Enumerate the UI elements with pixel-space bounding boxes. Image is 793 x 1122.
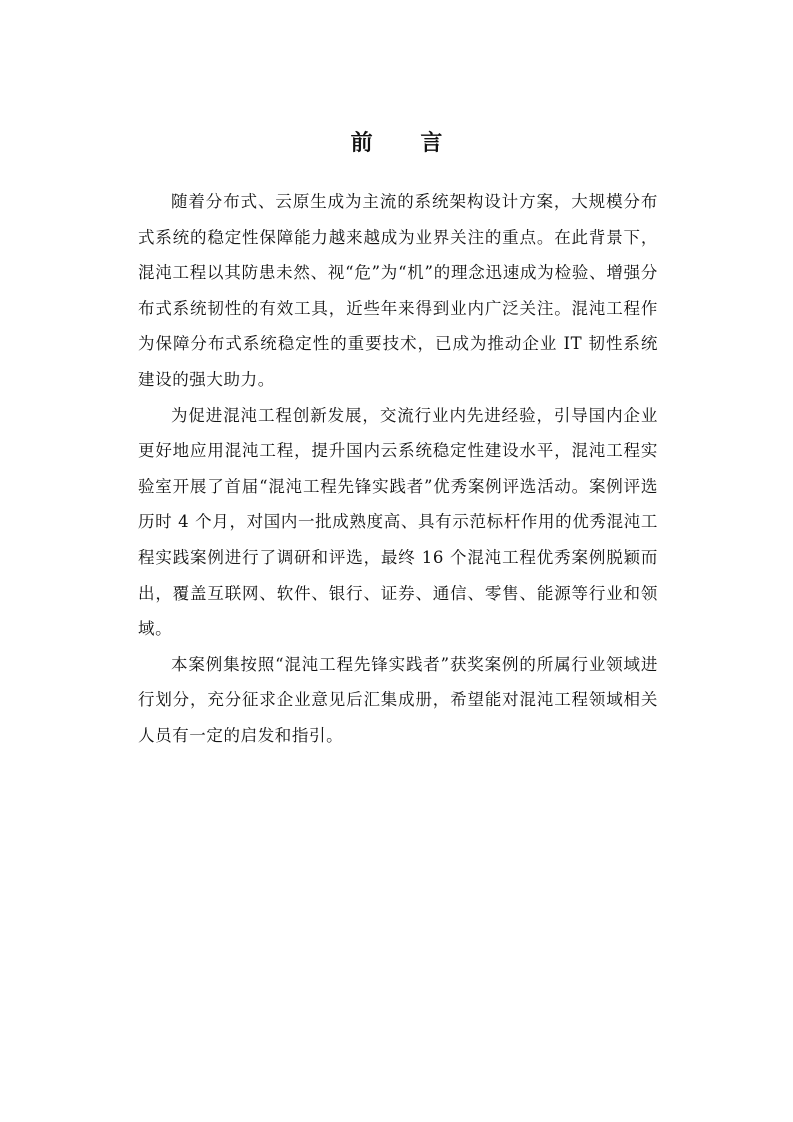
paragraph-3: 本案例集按照“混沌工程先锋实践者”获奖案例的所属行业领域进行划分，充分征求企业意见后汇集成册，希望能对混沌工程领域相关人员有一定的启发和指引。	[138, 654, 658, 745]
preface-body	[138, 184, 658, 754]
paragraph-2: 为促进混沌工程创新发展，交流行业内先进经验，引导国内企业更好地应用混沌工程，提升国内云系统稳定性建设水平，混沌工程实验室开展了首届“混沌工程先锋实践者”优秀案例评选活动。案例评选历时 4 个月，对国内一批成熟度高、具有示范标杆作用的优秀混沌工程实践案例进行了调研和评选，最终 16 个混沌工程优秀案例脱颖而出，覆盖互联网、软件、银行、证券、通信、零售、能源等行业和领域。	[138, 405, 658, 639]
paragraph-1: 随着分布式、云原生成为主流的系统架构设计方案，大规模分布式系统的稳定性保障能力越来越成为业界关注的重点。在此背景下，混沌工程以其防患未然、视“危”为“机”的理念迅速成为检验、增强分布式系统韧性的有效工具，近些年来得到业内广泛关注。混沌工程作为保障分布式系统稳定性的重要技术，已成为推动企业 IT 韧性系统建设的强大助力。	[138, 192, 658, 389]
page-title: 前 言	[350, 131, 463, 156]
